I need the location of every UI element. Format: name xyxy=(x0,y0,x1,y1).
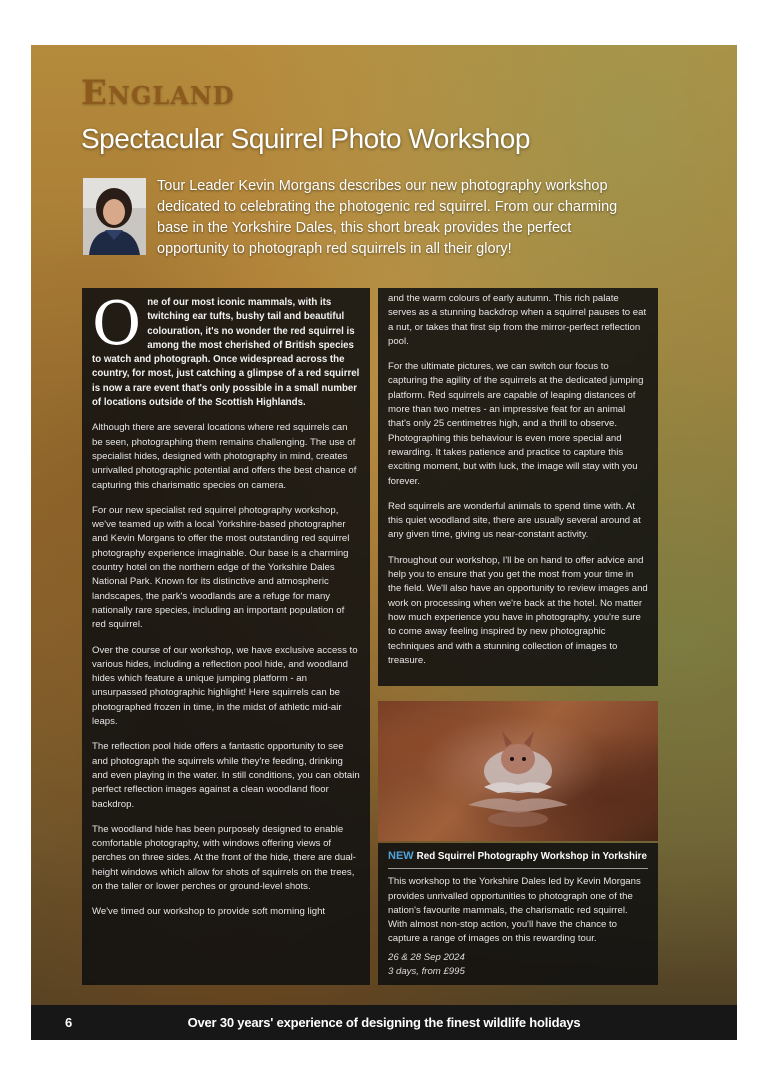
body-paragraph: The woodland hide has been purposely designed to enable comfortable photography, with windows offering views of perches on three sides. At the front of the hide, there are dual-height windows which allow for shots of squirrels on the trees, on the taller or lower perches or ground-level shots. xyxy=(92,823,356,892)
body-paragraph: Throughout our workshop, I'll be on hand to offer advice and help you to ensure that you get the most from your time in the field. We'll also have an opportunity to review images and work on processing when we're back at the hotel. No matter how much experience you have in photography, you're sure to come away feeling inspired by new photographic techniques and with a stunning collection of images to treasure. xyxy=(388,554,648,666)
body-paragraph: Although there are several locations where red squirrels can be seen, photographing them remains challenging. The use of specialist hides, designed with photography in mind, creates unrivalled photographic potential and offers the best chance of capturing this charismatic species on camera. xyxy=(92,422,357,491)
lead-text: ne of our most iconic mammals, with its twitching ear tufts, bushy tail and beautiful colouration, it's no wonder the red squirrel is among the most cherished of British species to watch and photograph. Once widespread across the country, for most, just catching a glimpse of a red squirrel is now a rare event that's only possible in a small number of locations outside of the Scottish Highlands. xyxy=(92,297,360,409)
lead-paragraph xyxy=(92,289,360,410)
body-paragraph: Over the course of our workshop, we have exclusive access to various hides, including a reflection pool hide, and woodland hides which feature a unique jumping platform - an unsurpassed photographic highlight! Here squirrels can be photographed frozen in time, in the midst of athletic mid-air leaps. xyxy=(92,644,358,728)
footer-tagline: Over 30 years' experience of designing the finest wildlife holidays xyxy=(187,1015,581,1030)
body-paragraph: For our new specialist red squirrel photography workshop, we've teamed up with a local Yorkshire-based photographer and Kevin Morgans to offer the most outstanding red squirrel photography experience imaginable. Our base is a charming country hotel on the northern edge of the Yorkshire Dales National Park. Known for its distinctive and atmospheric landscapes, the park's woodlands are a refuge for many nationally rare species, including an important population of red squirrel. xyxy=(92,504,350,631)
tour-dates: 26 & 28 Sep 2024 xyxy=(388,951,465,963)
tour-heading xyxy=(388,849,648,869)
body-paragraph: For the ultimate pictures, we can switch our focus to capturing the agility of the squirrels at the dedicated jumping platform. Red squirrels are capable of leaping distances of more than two metres - an impressive feat for an animal that's only 25 centimetres high, and a thrill to observe. Photographing this behaviour is even more special and rewarding. It takes patience and practice to capture this exciting moment, but with luck, the image will stay with you forever. xyxy=(388,361,644,487)
body-paragraph: The reflection pool hide offers a fantastic opportunity to see and photograph the squirrels while they're feeding, drinking and even playing in the water. In still conditions, you can obtain perfect reflection images against a clean woodland floor backdrop. xyxy=(92,741,360,810)
page-title: Spectacular Squirrel Photo Workshop xyxy=(81,123,530,154)
body-paragraph: Red squirrels are wonderful animals to spend time with. At this quiet woodland site, there are usually several around at any given time, giving us near-constant activity. xyxy=(388,500,641,541)
new-badge: NEW xyxy=(388,850,414,862)
tour-price: 3 days, from £995 xyxy=(388,966,465,978)
footer-bar xyxy=(31,1005,737,1040)
drop-cap: O xyxy=(92,289,142,359)
region-title: England xyxy=(81,73,235,113)
article-column-left xyxy=(82,288,370,985)
tour-title: Red Squirrel Photography Workshop in Yorkshire xyxy=(416,851,647,862)
body-paragraph: and the warm colours of early autumn. This rich palate serves as a stunning backdrop when a squirrel pauses to eat a nut, or takes that first sip from the mirror-perfect reflection pool. xyxy=(388,293,647,347)
tour-info-box xyxy=(378,843,658,985)
leaping-squirrel-image xyxy=(378,701,658,841)
tour-description: This workshop to the Yorkshire Dales led by Kevin Morgans provides unrivalled opportunities to photograph one of the nation's favourite mammals, the charismatic red squirrel. With almost non-stop action, you'll have the chance to capture a range of images on this rewarding tour. xyxy=(388,876,641,945)
page-number: 6 xyxy=(65,1015,73,1030)
article-column-right xyxy=(378,288,658,686)
author-portrait xyxy=(83,178,146,255)
squirrel-photo xyxy=(378,701,658,841)
body-paragraph: We've timed our workshop to provide soft morning light xyxy=(92,906,326,918)
intro-text: Tour Leader Kevin Morgans describes our new photography workshop dedicated to celebrating the photogenic red squirrel. From our charming base in the Yorkshire Dales, this short break provides the perfect opportunity to photograph red squirrels in all their glory! xyxy=(157,178,618,257)
author-portrait-image xyxy=(83,178,146,255)
brochure-page xyxy=(31,45,737,1040)
